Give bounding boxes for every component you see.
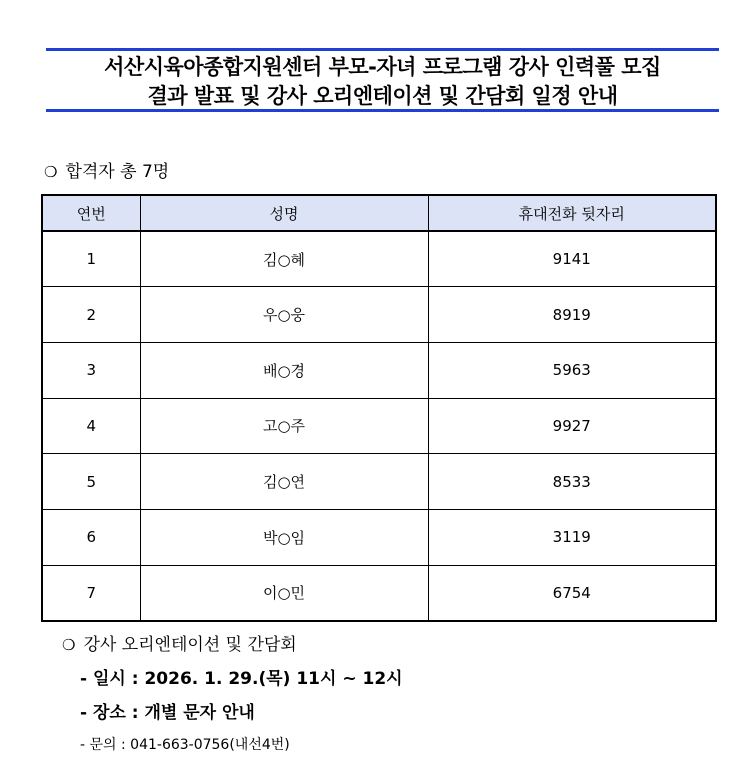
header-phone: 휴대전화 뒷자리	[428, 195, 716, 231]
cell-number: 3	[42, 342, 140, 398]
table-header-row	[42, 195, 716, 231]
table-row	[42, 398, 716, 454]
cell-number: 7	[42, 565, 140, 621]
table-row	[42, 342, 716, 398]
header-name: 성명	[140, 195, 428, 231]
cell-phone: 9927	[428, 398, 716, 454]
table-row	[42, 454, 716, 510]
header-number: 연번	[42, 195, 140, 231]
table-row	[42, 231, 716, 287]
title-line-2: 결과 발표 및 강사 오리엔테이션 및 간담회 일정 안내	[147, 84, 618, 108]
table-row	[42, 509, 716, 565]
table-row	[42, 287, 716, 343]
cell-number: 4	[42, 398, 140, 454]
cell-phone: 5963	[428, 342, 716, 398]
circle-bullet-icon: ❍	[62, 636, 76, 654]
cell-number: 2	[42, 287, 140, 343]
cell-phone: 6754	[428, 565, 716, 621]
cell-phone: 3119	[428, 509, 716, 565]
cell-name: 이○민	[140, 565, 428, 621]
section-orientation-heading	[62, 630, 297, 655]
passers-count-text: 합격자 총 7명	[65, 162, 170, 182]
cell-number: 1	[42, 231, 140, 287]
cell-name: 배○경	[140, 342, 428, 398]
cell-name: 김○혜	[140, 231, 428, 287]
cell-phone: 9141	[428, 231, 716, 287]
orientation-text: 강사 오리엔테이션 및 간담회	[83, 635, 297, 655]
cell-name: 우○웅	[140, 287, 428, 343]
results-table	[41, 194, 717, 622]
cell-phone: 8919	[428, 287, 716, 343]
event-datetime: - 일시 : 2026. 1. 29.(목) 11시 ~ 12시	[80, 669, 403, 689]
document-title	[46, 48, 719, 112]
circle-bullet-icon: ❍	[44, 163, 58, 181]
event-place: - 장소 : 개별 문자 안내	[80, 703, 255, 723]
cell-number: 5	[42, 454, 140, 510]
title-line-1: 서산시육아종합지원센터 부모-자녀 프로그램 강사 인력풀 모집	[104, 55, 661, 79]
contact-inquiry: - 문의 : 041-663-0756(내선4번)	[80, 737, 290, 753]
cell-name: 고○주	[140, 398, 428, 454]
cell-name: 박○임	[140, 509, 428, 565]
section-passers-heading	[44, 157, 169, 182]
cell-number: 6	[42, 509, 140, 565]
cell-name: 김○연	[140, 454, 428, 510]
table-row	[42, 565, 716, 621]
cell-phone: 8533	[428, 454, 716, 510]
